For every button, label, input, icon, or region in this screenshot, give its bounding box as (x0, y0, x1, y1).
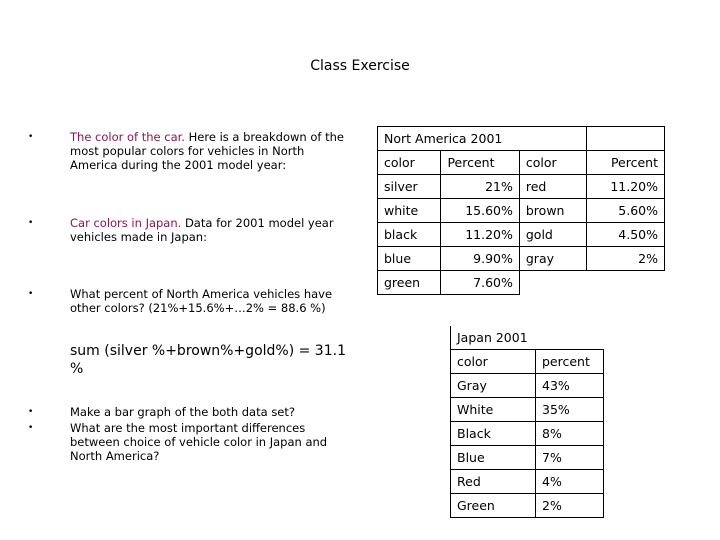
table-cell (519, 271, 586, 295)
table-cell: red (519, 175, 586, 199)
table-title: Japan 2001 (451, 326, 604, 350)
table-cell: gray (519, 247, 586, 271)
bullet-text-car-color (70, 130, 355, 172)
table-cell: 2% (536, 494, 604, 518)
table-row (451, 422, 604, 446)
table-cell: silver (378, 175, 441, 199)
table-cell: 11.20% (586, 175, 664, 199)
table-header: color (519, 151, 586, 175)
table-cell: black (378, 223, 441, 247)
table-cell: 9.90% (441, 247, 519, 271)
bullet-marker: • (28, 423, 34, 433)
bullet-marker: • (28, 289, 34, 299)
bullet-highlight: The color of the car. (70, 130, 185, 144)
table-row (378, 199, 665, 223)
table-row (451, 470, 604, 494)
table-row (451, 398, 604, 422)
table-row (378, 223, 665, 247)
table-cell (586, 271, 664, 295)
table-cell: 5.60% (586, 199, 664, 223)
table-title: Nort America 2001 (378, 127, 587, 151)
table-row (378, 271, 665, 295)
table-header: Percent (441, 151, 519, 175)
bullet-marker: • (28, 407, 34, 417)
table-cell: Black (451, 422, 536, 446)
north-america-table (377, 126, 665, 295)
table-cell: 7.60% (441, 271, 519, 295)
bullet-body: What percent of North America vehicles have other colors? (21%+15.6%+…2% = 88.6 %) (70, 287, 333, 315)
table-row (451, 374, 604, 398)
bullet-text-other-colors (70, 287, 355, 315)
table-cell: 4.50% (586, 223, 664, 247)
bullet-marker: • (28, 218, 34, 228)
table-header: color (378, 151, 441, 175)
table-header-row (378, 151, 665, 175)
question-differences: What are the most important differences between choice of vehicle color in Japan and North America? (70, 421, 328, 463)
table-cell: 2% (586, 247, 664, 271)
table-cell (586, 127, 664, 151)
slide-title: Class Exercise (310, 58, 410, 74)
table-row (378, 175, 665, 199)
table-cell: White (451, 398, 536, 422)
bullet-body: Data for 2001 model year vehicles made in Japan: (70, 216, 334, 244)
table-cell: blue (378, 247, 441, 271)
table-cell: green (378, 271, 441, 295)
table-cell: 4% (536, 470, 604, 494)
bullet-body: Here is a breakdown of the most popular colors for vehicles in North America during the 2001 model year: (70, 130, 344, 172)
bullet-text-japan (70, 216, 355, 244)
table-cell: white (378, 199, 441, 223)
table-cell: Blue (451, 446, 536, 470)
table-cell: 15.60% (441, 199, 519, 223)
table-cell: Gray (451, 374, 536, 398)
table-row (451, 494, 604, 518)
table-row (378, 247, 665, 271)
sum-text: sum (silver %+brown%+gold%) = 31.1 % (70, 343, 346, 377)
table-header: color (451, 350, 536, 374)
bullet-highlight: Car colors in Japan. (70, 216, 182, 230)
table-cell: Red (451, 470, 536, 494)
table-cell: 43% (536, 374, 604, 398)
table-cell: Green (451, 494, 536, 518)
table-cell: 7% (536, 446, 604, 470)
table-header: percent (536, 350, 604, 374)
bullet-marker: • (28, 132, 34, 142)
table-cell: gold (519, 223, 586, 247)
table-cell: 11.20% (441, 223, 519, 247)
table-row (451, 446, 604, 470)
japan-table (450, 326, 604, 518)
table-cell: 21% (441, 175, 519, 199)
table-header-row (451, 350, 604, 374)
table-cell: 8% (536, 422, 604, 446)
table-cell: 35% (536, 398, 604, 422)
table-header: Percent (586, 151, 664, 175)
question-bar-graph: Make a bar graph of the both data set? (70, 405, 295, 419)
table-cell: brown (519, 199, 586, 223)
